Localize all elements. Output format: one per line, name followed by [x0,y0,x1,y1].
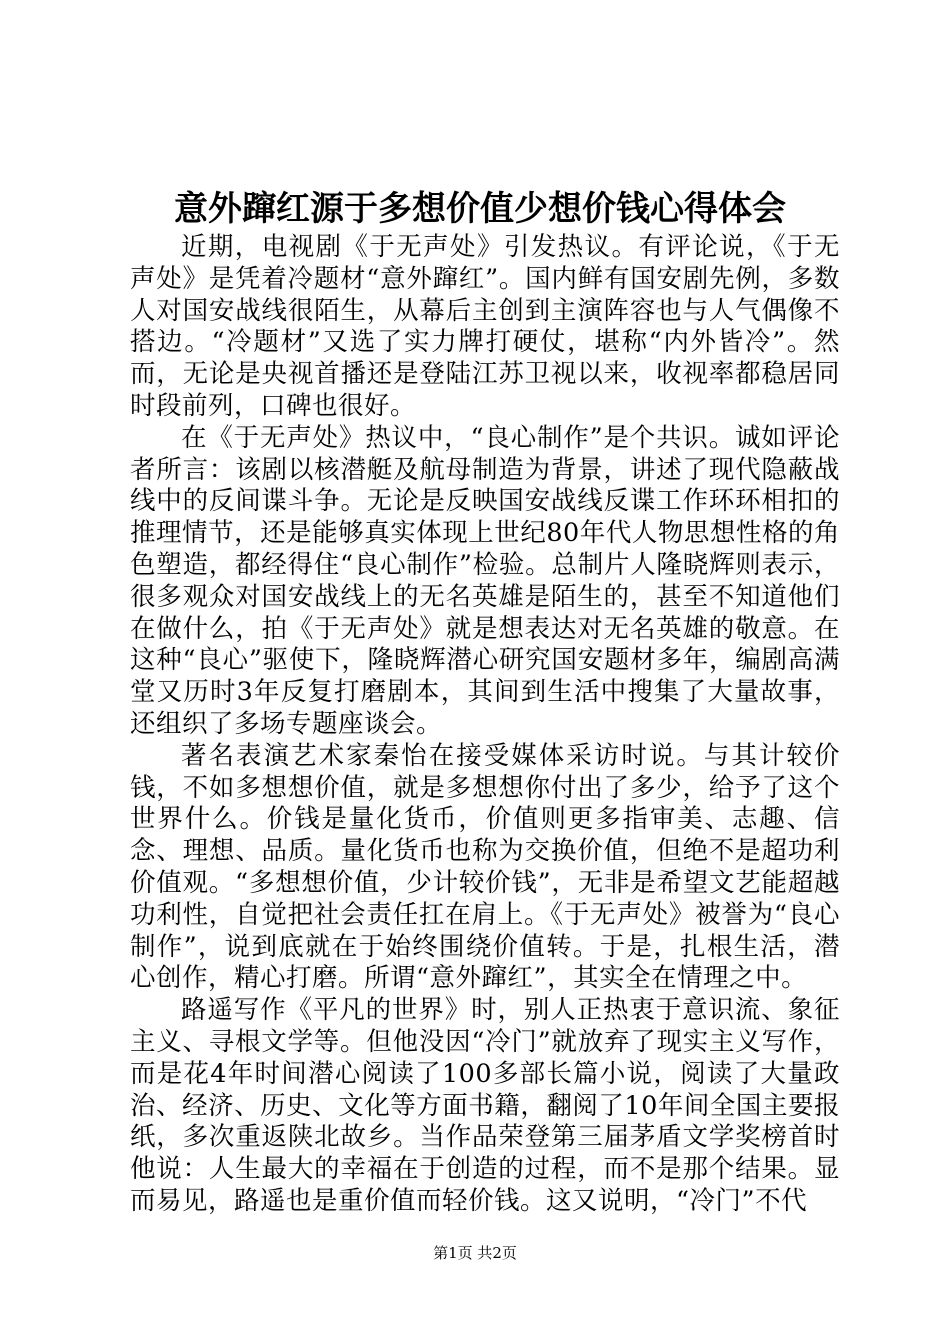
paragraph: 著名表演艺术家秦怡在接受媒体采访时说。与其计较价钱，不如多想想价值，就是多想想你付出了多少，给予了这个世界什么。价钱是量化货币，价值则更多指审美、志趣、信念、理想、品质。量化货币也称为交换价值，但绝不是超功利价值观。“多想想价值，少计较价钱”，无非是希望文艺能超越功利性，自觉把社会责任扛在肩上。《于无声处》被誉为“良心制作”，说到底就在于始终围绕价值转。于是，扎根生活，潜心创作，精心打磨。所谓“意外蹿红”，其实全在情理之中。 [130,740,840,994]
document-title: 意外蹿红源于多想价值少想价钱心得体会 [174,189,786,229]
paragraph: 近期，电视剧《于无声处》引发热议。有评论说，《于无声处》是凭着冷题材“意外蹿红”。国内鲜有国安剧先例，多数人对国安战线很陌生，从幕后主创到主演阵容也与人气偶像不搭边。“冷题材”又选了实力牌打硬仗，堪称“内外皆冷”。然而，无论是央视首播还是登陆江苏卫视以来，收视率都稳居同时段前列，口碑也很好。 [130,232,840,421]
document-body [130,232,840,1218]
paragraph: 路遥写作《平凡的世界》时，别人正热衷于意识流、象征主义、寻根文学等。但他没因“冷门”就放弃了现实主义写作，而是花4年时间潜心阅读了100多部长篇小说，阅读了大量政治、经济、历史、文化等方面书籍，翻阅了10年间全国主要报纸，多次重返陕北故乡。当作品荣登第三届茅盾文学奖榜首时他说：人生最大的幸福在于创造的过程，而不是那个结果。显而易见，路遥也是重价值而轻价钱。这又说明，“冷门”不代 [130,995,840,1216]
page-number-footer: 第1页 共2页 [433,1244,517,1262]
paragraph: 在《于无声处》热议中，“良心制作”是个共识。诚如评论者所言：该剧以核潜艇及航母制造为背景，讲述了现代隐蔽战线中的反间谍斗争。无论是反映国安战线反谍工作环环相扣的推理情节，还是能够真实体现上世纪80年代人物思想性格的角色塑造，都经得住“良心制作”检验。总制片人隆晓辉则表示，很多观众对国安战线上的无名英雄是陌生的，甚至不知道他们在做什么，拍《于无声处》就是想表达对无名英雄的敬意。在这种“良心”驱使下，隆晓辉潜心研究国安题材多年，编剧高满堂又历时3年反复打磨剧本，其间到生活中搜集了大量故事，还组织了多场专题座谈会。 [130,422,840,739]
